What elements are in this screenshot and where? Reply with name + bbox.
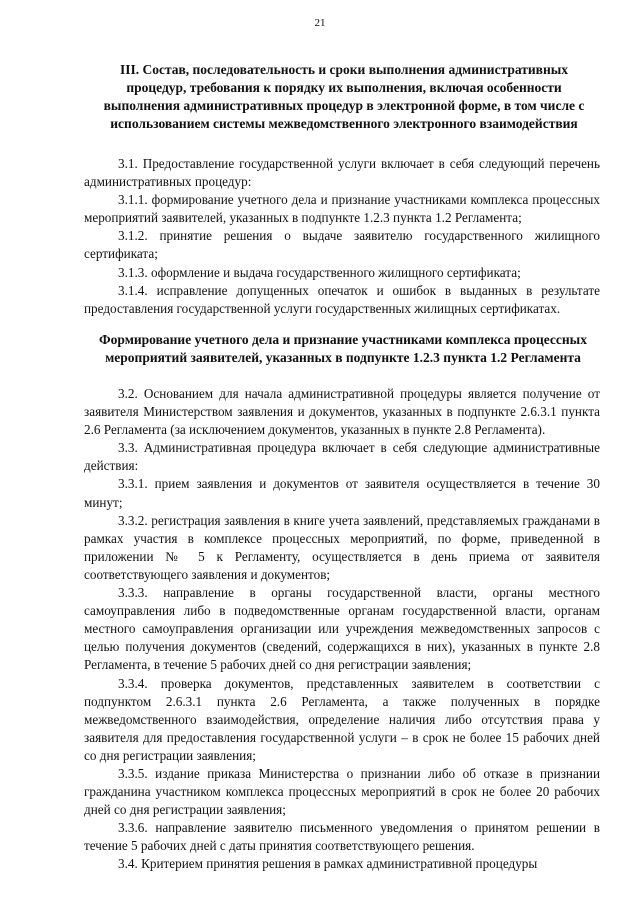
paragraph-3-1-4: 3.1.4. исправление допущенных опечаток и ошибок в выданных в результате предоставления государственной услуги государственных жилищных сертификатах. (84, 282, 600, 316)
subsection-title: Формирование учетного дела и признание участниками комплекса процессных мероприятий заявителей, указанных в подпункте 1.2.3 пункта 1.2 Регламента (99, 332, 587, 365)
paragraph-3-3-4: 3.3.4. проверка документов, представленных заявителем в соответствии с подпунктом 2.6.3.1 пункта 2.6 Регламента, а также полученных в порядке межведомственного взаимодействия, определение наличия либо отсутствия права у заявителя для предоставления государственной услуги – в срок не более 15 рабочих дней со дня регистрации заявления; (84, 675, 600, 763)
page-number: 21 (314, 17, 326, 29)
paragraph-3-3-2: 3.3.2. регистрация заявления в книге учета заявлений, представляемых гражданами в рамках участия в комплексе процессных мероприятий, по форме, приведенной в приложении № 5 к Регламенту, осуществляется в день приема от заявителя соответствующего заявления и документов; (84, 512, 600, 582)
paragraph-3-4: 3.4. Критерием принятия решения в рамках административной процедуры (118, 856, 538, 872)
section-title: III. Состав, последовательность и сроки выполнения административных процедур, требования к порядку их выполнения, включая особенности выполнения административных процедур в электронной форме, в том числе с использованием системы межведомственного электронного взаимодействия (103, 62, 585, 131)
paragraph-3-2: 3.2. Основанием для начала административной процедуры является получение от заявителя Министерством заявления и документов, указанных в подпункте 2.6.3.1 пункта 2.6 Регламента (за исключением документов, указанных в пункте 2.8 Регламента). (84, 386, 600, 438)
procedure-details (84, 385, 600, 874)
paragraph-3-3: 3.3. Административная процедура включает в себя следующие административные действия: (84, 440, 600, 474)
paragraph-3-3-5: 3.3.5. издание приказа Министерства о признании либо об отказе в признании гражданина участником комплекса процессных мероприятий в срок не более 20 рабочих дней со дня регистрации заявления; (84, 765, 600, 818)
procedures-list (84, 155, 600, 318)
paragraph-3-3-3: 3.3.3. направление в органы государственной власти, органы местного самоуправления либо в подведомственные органам государственной власти, органам местного самоуправления организации или учреждения межведомственных запросов с целью получения документов (сведений, содержащихся в них), указанных в пункте 2.8 Регламента, в течение 5 рабочих дней со дня регистрации заявления; (84, 585, 600, 673)
paragraph-3-1-3: 3.1.3. оформление и выдача государственного жилищного сертификата; (118, 264, 521, 280)
paragraph-3-1: 3.1. Предоставление государственной услуги включает в себя следующий перечень административных процедур: (84, 156, 600, 190)
paragraph-3-3-1: 3.3.1. прием заявления и документов от заявителя осуществляется в течение 30 минут; (84, 476, 600, 510)
paragraph-3-3-6: 3.3.6. направление заявителю письменного уведомления о принятом решении в течение 5 рабочих дней с даты принятия соответствующего решения. (84, 820, 600, 854)
paragraph-3-1-1: 3.1.1. формирование учетного дела и признание участниками комплекса процессных мероприятий заявителей, указанных в подпункте 1.2.3 пункта 1.2 Регламента; (84, 192, 600, 226)
paragraph-3-1-2: 3.1.2. принятие решения о выдаче заявителю государственного жилищного сертификата; (84, 228, 600, 262)
